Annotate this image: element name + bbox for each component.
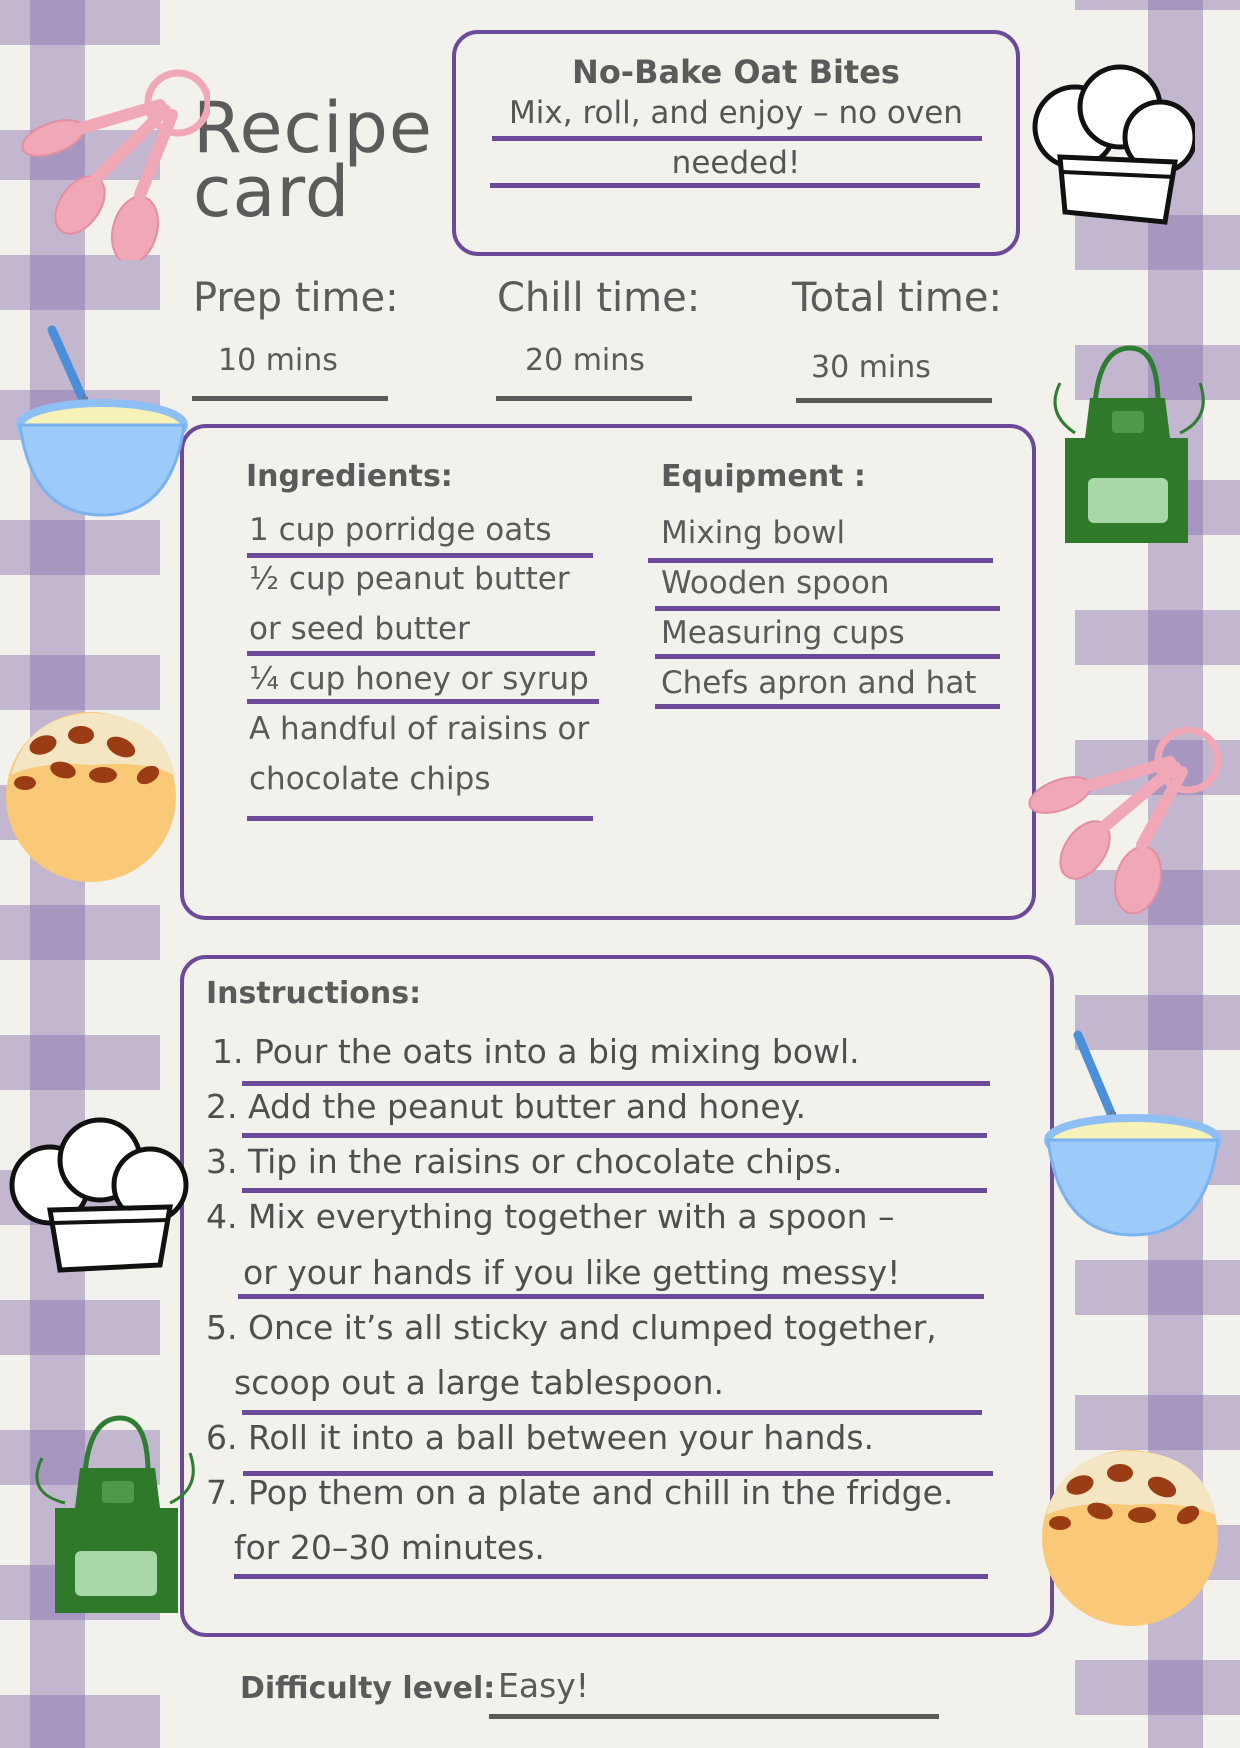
difficulty-value: Easy!	[498, 1666, 590, 1705]
recipe-tagline-1: Mix, roll, and enjoy – no oven	[509, 95, 963, 131]
tagline-underline-2	[490, 183, 980, 188]
instruction-step: 1. Pour the oats into a big mixing bowl.	[212, 1032, 860, 1071]
instruction-step: scoop out a large tablespoon.	[234, 1363, 725, 1402]
instruction-step: 4. Mix everything together with a spoon –	[206, 1197, 895, 1236]
equipment-underline	[655, 654, 1000, 659]
equipment-item: Wooden spoon	[661, 565, 890, 601]
instruction-underline	[242, 1081, 990, 1086]
title-recipe: Recipe	[193, 87, 433, 169]
oat-bite-icon	[1038, 1443, 1223, 1628]
chill-time-label: Chill time:	[497, 275, 701, 321]
recipe-name: No-Bake Oat Bites	[572, 53, 900, 91]
total-time-label: Total time:	[792, 275, 1002, 321]
apron-icon	[1040, 343, 1215, 548]
ingredient-line: A handful of raisins or	[249, 711, 590, 747]
ingredient-line: ½ cup peanut butter	[249, 561, 570, 597]
instructions-heading: Instructions:	[206, 976, 422, 1011]
instruction-step: 3. Tip in the raisins or chocolate chips.	[206, 1142, 843, 1181]
ingredient-underline	[247, 651, 595, 656]
measuring-spoons-icon	[1020, 700, 1225, 920]
equipment-heading: Equipment :	[661, 459, 866, 494]
apron-icon	[20, 1413, 205, 1618]
equipment-item: Chefs apron and hat	[661, 665, 977, 701]
instruction-underline	[234, 1574, 988, 1579]
instruction-underline	[242, 1188, 987, 1193]
title-card: card	[193, 151, 351, 233]
measuring-spoons-icon	[10, 35, 210, 260]
chef-hat-icon	[5, 1115, 200, 1275]
instruction-step: 7. Pop them on a plate and chill in the fridge.	[206, 1473, 954, 1512]
oat-bite-icon	[3, 705, 181, 885]
ingredient-underline	[247, 699, 599, 704]
instruction-underline	[242, 1410, 982, 1415]
equipment-underline	[648, 558, 993, 563]
equipment-item: Mixing bowl	[661, 515, 846, 551]
chef-hat-icon	[1025, 62, 1195, 232]
instruction-step: for 20–30 minutes.	[234, 1528, 545, 1567]
instruction-step: 6. Roll it into a ball between your hands.	[206, 1418, 875, 1457]
difficulty-label: Difficulty level:	[240, 1671, 496, 1706]
mixing-bowl-icon	[1040, 1030, 1230, 1245]
ingredient-underline	[247, 816, 593, 821]
ingredient-line: 1 cup porridge oats	[249, 512, 552, 548]
recipe-tagline-2: needed!	[671, 145, 801, 181]
ingredient-line: ¼ cup honey or syrup	[249, 661, 589, 697]
instruction-underline	[242, 1133, 987, 1138]
total-time-underline	[796, 398, 992, 403]
chill-time-value: 20 mins	[525, 343, 645, 378]
chill-time-underline	[496, 396, 692, 401]
equipment-underline	[655, 704, 1000, 709]
equipment-underline	[655, 606, 1000, 611]
difficulty-underline	[489, 1714, 939, 1719]
ingredient-line: or seed butter	[249, 611, 470, 647]
ingredient-line: chocolate chips	[249, 761, 491, 797]
equipment-item: Measuring cups	[661, 615, 905, 651]
ingredients-heading: Ingredients:	[246, 459, 453, 494]
prep-time-underline	[192, 396, 388, 401]
mixing-bowl-icon	[12, 325, 192, 525]
instruction-step: or your hands if you like getting messy!	[243, 1253, 901, 1292]
ingredient-underline	[247, 553, 593, 558]
prep-time-value: 10 mins	[218, 343, 338, 378]
instruction-step: 5. Once it’s all sticky and clumped together,	[206, 1308, 937, 1347]
tagline-underline-1	[492, 136, 982, 141]
instruction-step: 2. Add the peanut butter and honey.	[206, 1087, 807, 1126]
prep-time-label: Prep time:	[193, 275, 399, 321]
total-time-value: 30 mins	[811, 350, 931, 385]
instruction-underline	[238, 1294, 984, 1299]
